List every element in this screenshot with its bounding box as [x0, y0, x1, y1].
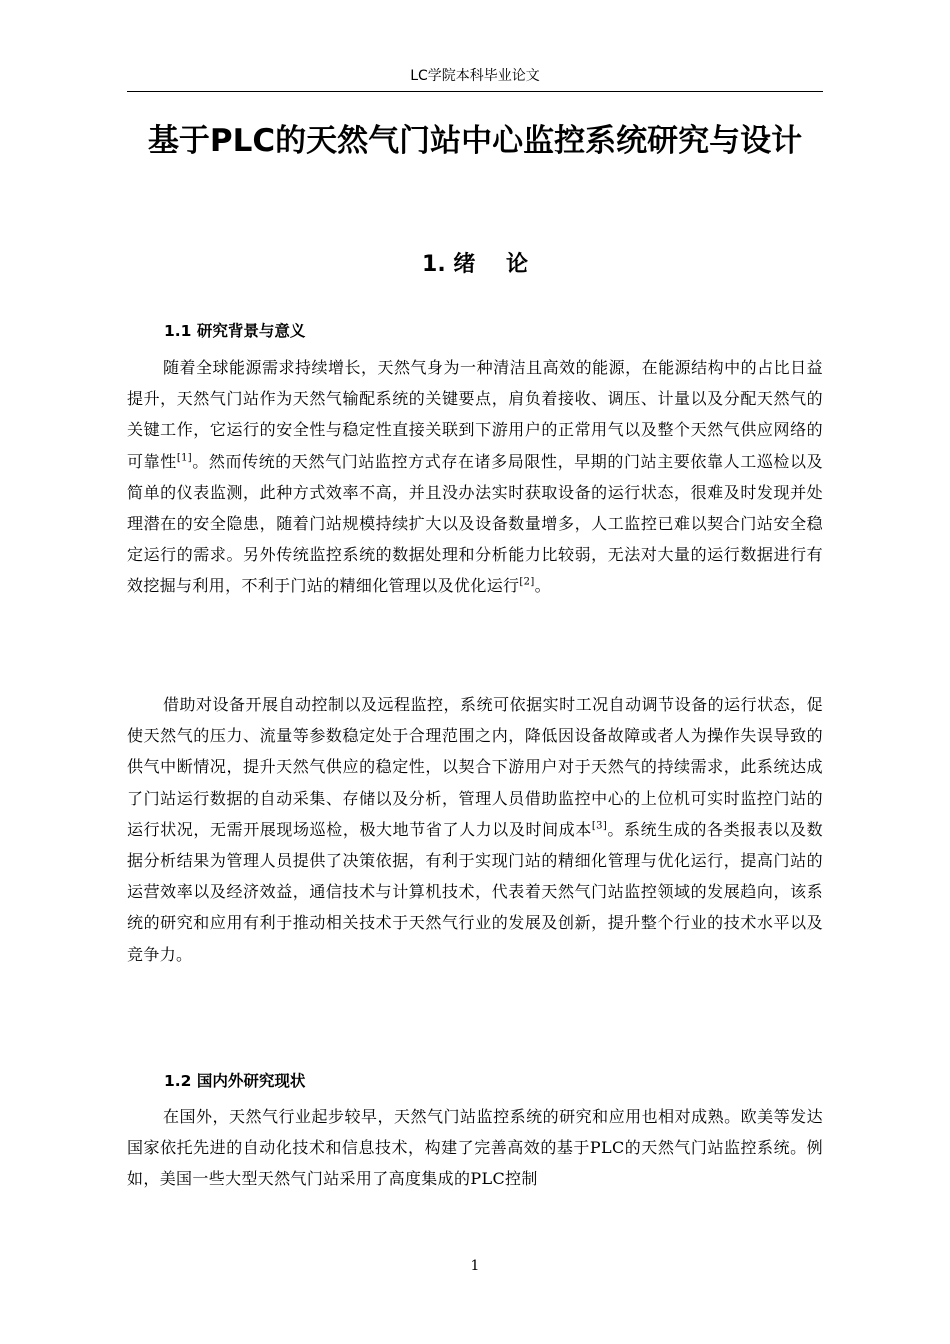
section-heading-1-1: 1.1 研究背景与意义 — [164, 322, 306, 340]
page-number: 1 — [470, 1258, 480, 1274]
paragraph-text: 。系统生成的各类报表以及数据分析结果为管理人员提供了决策依据，有利于实现门站的精细化管理与优化运行，提高门站的运营效率以及经济效益，通信技术与计算机技术，代表着天然气门站监控领域的发展趋向，该系统的研究和应用有利于推动相关技术于天然气行业的发展及创新，提升整个行业的技术水平以及竞争力。 — [127, 819, 823, 964]
paragraph-text: 借助对设备开展自动控制以及远程监控，系统可依据实时工况自动调节设备的运行状态，促使天然气的压力、流量等参数稳定处于合理范围之内，降低因设备故障或者人为操作失误导致的供气中断情况，提升天然气供应的稳定性，以契合下游用户对于天然气的持续需求，此系统达成了门站运行数据的自动采集、存储以及分析，管理人员借助监控中心的上位机可实时监控门站的运行状况，无需开展现场巡检，极大地节省了人力以及时间成本 — [127, 695, 823, 839]
paragraph-text: 。 — [534, 576, 551, 596]
paper-title: 基于PLC的天然气门站中心监控系统研究与设计 — [147, 123, 803, 159]
citation-ref-3: [3] — [591, 820, 608, 832]
paragraph-text: 在国外，天然气行业起步较早，天然气门站监控系统的研究和应用也相对成熟。欧美等发达国家依托先进的自动化技术和信息技术，构建了完善高效的基于PLC的天然气门站监控系统。例如，美国一些大型天然气门站采用了高度集成的PLC控制 — [127, 1107, 823, 1189]
running-header: LC学院本科毕业论文 — [410, 68, 540, 84]
section-heading-1-2: 1.2 国内外研究现状 — [164, 1072, 306, 1090]
citation-ref-2: [2] — [519, 577, 535, 589]
paragraph-significance — [127, 689, 823, 970]
chapter-heading: 1. 绪 论 — [422, 252, 528, 277]
header-rule — [127, 91, 823, 92]
paragraph-research-status — [127, 1101, 823, 1195]
citation-ref-1: [1] — [176, 452, 193, 464]
paragraph-text: 随着全球能源需求持续增长，天然气身为一种清洁且高效的能源，在能源结构中的占比日益提升，天然气门站作为天然气输配系统的关键要点，肩负着接收、调压、计量以及分配天然气的关键工作，它运行的安全性与稳定性直接关联到下游用户的正常用气以及整个天然气供应网络的可靠性 — [127, 358, 823, 471]
paragraph-text: 。然而传统的天然气门站监控方式存在诸多局限性，早期的门站主要依靠人工巡检以及简单的仪表监测，此种方式效率不高，并且没办法实时获取设备的运行状态，很难及时发现并处理潜在的安全隐患，随着门站规模持续扩大以及设备数量增多，人工监控已难以契合门站安全稳定运行的需求。另外传统监控系统的数据处理和分析能力比较弱，无法对大量的运行数据进行有效挖掘与利用，不利于门站的精细化管理以及优化运行 — [127, 451, 823, 596]
paragraph-background — [127, 352, 823, 602]
